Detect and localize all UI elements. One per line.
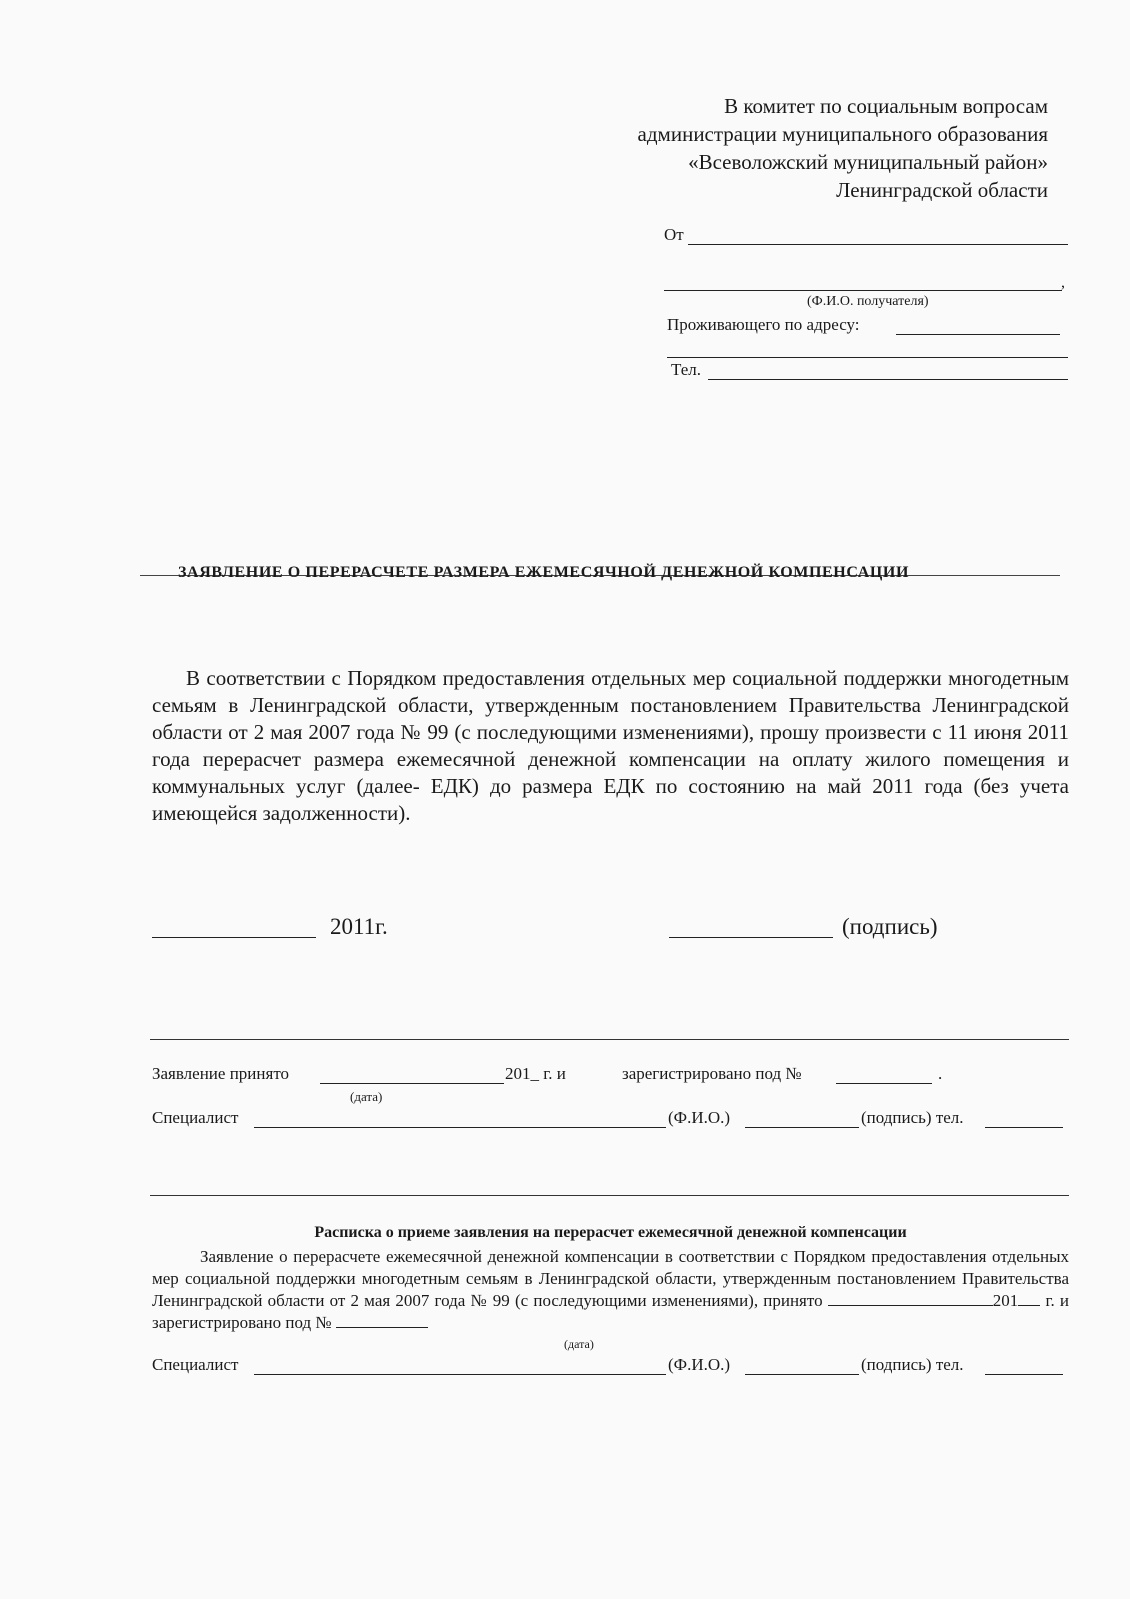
address-label: Проживающего по адресу: (667, 315, 860, 334)
comma-mark: , (1061, 274, 1065, 291)
section-divider-2 (150, 1195, 1069, 1196)
receipt-number-line[interactable] (336, 1312, 428, 1328)
signature-line[interactable] (669, 937, 833, 938)
receipt-date-hint: (дата) (564, 1337, 594, 1351)
signature-label: (подпись) (842, 914, 938, 939)
section-divider-1 (150, 1039, 1069, 1040)
document-title: ЗАЯВЛЕНИЕ О ПЕРЕРАСЧЕТЕ РАЗМЕРА ЕЖЕМЕСЯЧНОЙ ДЕНЕЖНОЙ КОМПЕНСАЦИИ (178, 564, 910, 581)
registered-label: зарегистрировано под № (622, 1064, 802, 1083)
fio-recipient-hint: (Ф.И.О. получателя) (807, 294, 929, 309)
phone-label: Тел. (671, 360, 702, 379)
addressee-line-1: В комитет по социальным вопросам (724, 94, 1048, 118)
from-name-line[interactable] (688, 244, 1068, 245)
phone-line[interactable] (708, 379, 1068, 380)
from-label: От (664, 225, 684, 244)
addressee-line-2: администрации муниципального образования (637, 122, 1048, 146)
name-continuation-line[interactable] (664, 290, 1062, 291)
signature-blank-line[interactable] (745, 1127, 859, 1128)
accepted-year: 201_ г. и (505, 1064, 566, 1083)
receipt-year: 201 (992, 1291, 1019, 1310)
date-line[interactable] (152, 937, 316, 938)
body-paragraph: В соответствии с Порядком предоставления отдельных мер социальной поддержки многодетным семьям в Ленинградской области, утвержденным постановлением Правительства Ленинградской области от 2 мая 2007 года № 99 (с последующими изменениями), прошу произвести с 11 июня 2011 года перерасчет размера ежемесячной денежной компенсации на оплату жилого помещения и коммунальных услуг (далее- ЕДК) до размера ЕДК по состоянию на май 2011 года (без учета имеющейся задолженности). (152, 666, 1069, 825)
fio-label: (Ф.И.О.) (668, 1108, 731, 1127)
receipt-signature-line[interactable] (745, 1374, 859, 1375)
specialist-label: Специалист (152, 1108, 239, 1127)
receipt-specialist-line[interactable] (254, 1374, 666, 1375)
receipt-sign-tel-label: (подпись) тел. (861, 1355, 964, 1374)
sign-tel-label: (подпись) тел. (861, 1108, 964, 1127)
receipt-body (152, 1246, 1069, 1334)
address-line[interactable] (896, 334, 1060, 335)
receipt-year-blank[interactable] (1018, 1290, 1040, 1306)
year-text: 2011г. (330, 914, 388, 939)
receipt-title: Расписка о приеме заявления на перерасчет ежемесячной денежной компенсации (314, 1224, 907, 1241)
accepted-date-line[interactable] (320, 1083, 504, 1084)
receipt-date-line[interactable] (828, 1290, 993, 1306)
registration-number-line[interactable] (836, 1083, 932, 1084)
addressee-line-4: Ленинградской области (836, 178, 1048, 202)
address-line-2[interactable] (667, 357, 1068, 358)
receipt-registered: г. и зарегистрировано под № (152, 1291, 1070, 1332)
addressee-line-3: «Всеволожский муниципальный район» (688, 150, 1048, 174)
accepted-label: Заявление принято (152, 1064, 290, 1083)
registration-period: . (938, 1064, 943, 1083)
receipt-specialist-label: Специалист (152, 1355, 239, 1374)
receipt-phone-line[interactable] (985, 1374, 1063, 1375)
receipt-text: Заявление о перерасчете ежемесячной денежной компенсации в соответствии с Порядком предоставления отдельных мер социальной поддержки многодетным семьям в Ленинградской области, утвержденным постановлением Правительства Ленинградской области от 2 мая 2007 года № 99 (с последующими изменениями), принято (152, 1247, 1069, 1310)
specialist-line[interactable] (254, 1127, 666, 1128)
phone-blank-line[interactable] (985, 1127, 1063, 1128)
date-hint: (дата) (350, 1089, 383, 1104)
title-row (140, 564, 1060, 588)
receipt-fio-label: (Ф.И.О.) (668, 1355, 731, 1374)
